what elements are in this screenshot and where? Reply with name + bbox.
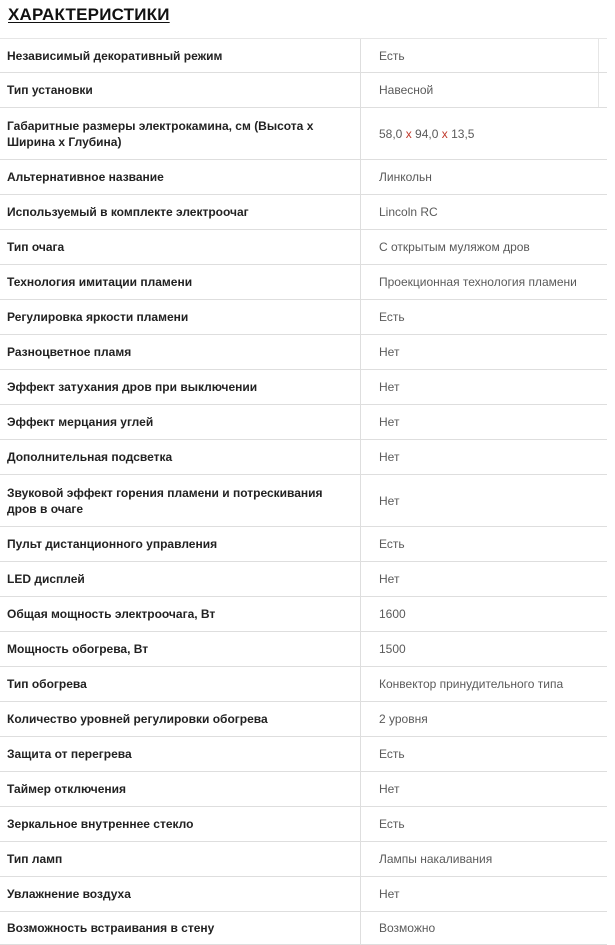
spec-label: Защита от перегрева (0, 737, 361, 771)
spec-label: Звуковой эффект горения пламени и потрескивания дров в очаге (0, 475, 361, 526)
spec-row-total-power (0, 597, 607, 632)
spec-row-multicolor (0, 335, 607, 370)
dim-depth: 13,5 (451, 126, 475, 141)
spec-row-heat-type (0, 667, 607, 702)
dim-separator: x (405, 126, 412, 141)
spec-value: Есть (379, 747, 405, 761)
spec-label: Эффект мерцания углей (0, 405, 361, 439)
spec-value: Есть (379, 310, 405, 324)
spec-row-decorative-mode (0, 38, 607, 73)
spec-value: Нет (379, 345, 400, 359)
spec-row-mirror-glass (0, 807, 607, 842)
spec-value: Есть (379, 48, 405, 63)
dim-separator: x (441, 126, 448, 141)
spec-label: Мощность обогрева, Вт (0, 632, 361, 666)
spec-row-brightness (0, 300, 607, 335)
spec-label: Таймер отключения (0, 772, 361, 806)
spec-label: Тип очага (0, 230, 361, 264)
spec-row-wall-mount (0, 912, 607, 945)
spec-row-heat-power (0, 632, 607, 667)
spec-value: Лампы накаливания (379, 852, 493, 866)
dim-height: 58,0 (379, 126, 403, 141)
spec-value: Есть (379, 537, 405, 551)
dim-width: 94,0 (415, 126, 439, 141)
spec-row-firebox (0, 195, 607, 230)
spec-label: Дополнительная подсветка (0, 440, 361, 474)
spec-row-embers (0, 405, 607, 440)
spec-value: Нет (379, 493, 400, 508)
spec-row-heat-levels (0, 702, 607, 737)
section-title: ХАРАКТЕРИСТИКИ (8, 5, 170, 24)
spec-label: Тип установки (0, 73, 361, 107)
spec-row-remote (0, 527, 607, 562)
spec-label: Тип ламп (0, 842, 361, 876)
spec-row-timer (0, 772, 607, 807)
spec-value: Проекционная технология пламени (379, 275, 577, 289)
spec-row-hearth-type (0, 230, 607, 265)
spec-label: Возможность встраивания в стену (0, 912, 361, 944)
spec-row-humidifier (0, 877, 607, 912)
spec-label: Независимый декоративный режим (0, 39, 361, 72)
spec-row-overheat (0, 737, 607, 772)
spec-row-install-type (0, 73, 607, 108)
specs-table (0, 38, 607, 945)
spec-label: Эффект затухания дров при выключении (0, 370, 361, 404)
spec-value: Нет (379, 572, 400, 586)
spec-label: Регулировка яркости пламени (0, 300, 361, 334)
spec-row-flame-tech (0, 265, 607, 300)
spec-value: Навесной (379, 83, 434, 97)
spec-row-dimensions (0, 108, 607, 160)
spec-value: Lincoln RC (379, 205, 438, 219)
spec-value: 1600 (379, 607, 406, 621)
spec-value-dimensions (361, 126, 607, 142)
spec-value: Линкольн (379, 170, 432, 184)
spec-row-sound (0, 475, 607, 527)
spec-label: LED дисплей (0, 562, 361, 596)
spec-label: Используемый в комплекте электроочаг (0, 195, 361, 229)
spec-row-alt-name (0, 160, 607, 195)
spec-value: Нет (379, 450, 400, 464)
spec-row-backlight (0, 440, 607, 475)
spec-label: Разноцветное пламя (0, 335, 361, 369)
spec-value: Нет (379, 782, 400, 796)
spec-row-fade (0, 370, 607, 405)
spec-label: Технология имитации пламени (0, 265, 361, 299)
spec-label: Габаритные размеры электрокамина, см (Высота x Ширина x Глубина) (0, 108, 361, 159)
spec-label: Тип обогрева (0, 667, 361, 701)
spec-label: Альтернативное название (0, 160, 361, 194)
spec-value: Нет (379, 380, 400, 394)
spec-value: 1500 (379, 642, 406, 656)
spec-row-led (0, 562, 607, 597)
spec-value: 2 уровня (379, 712, 428, 726)
spec-label: Зеркальное внутреннее стекло (0, 807, 361, 841)
spec-value: С открытым муляжом дров (379, 240, 530, 254)
spec-value: Конвектор принудительного типа (379, 677, 564, 691)
spec-value: Есть (379, 817, 405, 831)
spec-row-lamp-type (0, 842, 607, 877)
spec-label: Увлажнение воздуха (0, 877, 361, 911)
spec-label: Общая мощность электроочага, Вт (0, 597, 361, 631)
spec-value: Возможно (379, 921, 436, 935)
spec-value: Нет (379, 887, 400, 901)
spec-value: Нет (379, 415, 400, 429)
spec-label: Пульт дистанционного управления (0, 527, 361, 561)
spec-label: Количество уровней регулировки обогрева (0, 702, 361, 736)
